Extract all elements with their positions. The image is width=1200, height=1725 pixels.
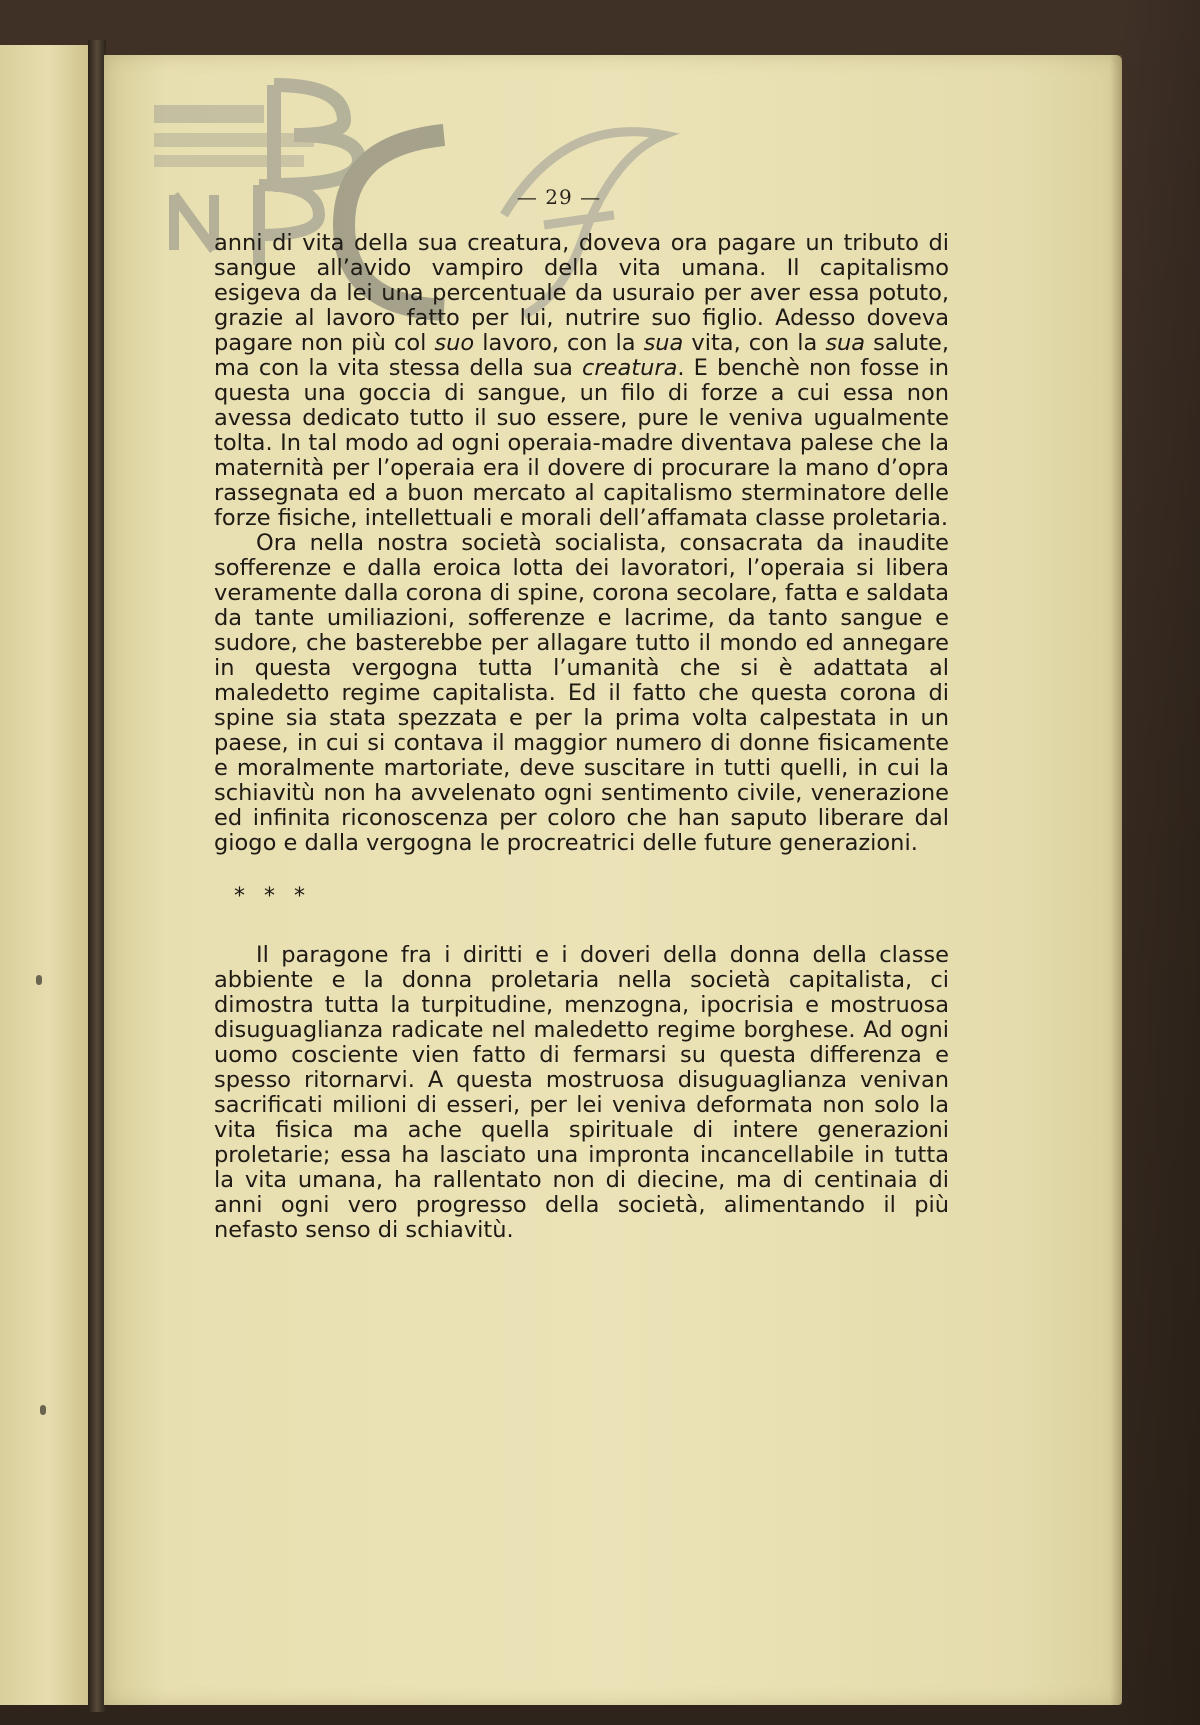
text-segment: . E benchè non fosse in questa una goccia di sangue, un filo di forze a cui essa non avessa dedicato tutto il suo essere, pure le veniva ugualmente tolta. In tal modo ad ogni operaia-madre diventava palese che la maternità per l’operaia era il dovere di procurare la mano d’opra rassegnata ed a buon mercato al capitalismo sterminatore delle forze fisiche, intellettuali e morali dell’affamata classe proletaria.	[214, 355, 949, 531]
paragraph-3	[214, 943, 949, 1243]
page-mark	[40, 1405, 46, 1415]
text-segment: anni di vita della sua creatura, doveva ora pagare un tributo di sangue all’avido vampiro della vita umana. Il capitalismo esigeva da lei una percentuale da usuraio per aver essa potuto, grazie al lavoro fatto per lui, nutrire suo figlio. Adesso doveva pagare non più col	[214, 230, 949, 356]
text-segment: Ora nella nostra società socialista, consacrata da inaudite sofferenze e dalla eroica lotta dei lavoratori, l’operaia si libera veramente dalla corona di spine, corona secolare, fatta e saldata da tante umiliazioni, sofferenze e lacrime, da tanto sangue e sudore, che basterebbe per allagare tutto il mondo ed annegare in questa vergogna tutta l’umanità che si è adattata al maledetto regime capitalista. Ed il fatto che questa corona di spine sia stata spezzata e per la prima volta calpestata in un paese, in cui si contava il maggior numero di donne fisicamente e moralmente martoriate, deve suscitare in tutti quelli, in cui la schiavitù non ha avvelenato ogni sentimento civile, venerazione ed infinita riconoscenza per coloro che han saputo liberare dal giogo e dalla vergogna le procreatrici delle future generazioni.	[214, 530, 949, 856]
text-segment: salute, ma con la vita stessa della sua	[214, 330, 949, 381]
text-segment: Il paragone fra i diritti e i doveri della donna della classe abbiente e la donna proletaria nella società capitalista, ci dimostra tutta la turpitudine, menzogna, ipocrisia e mostruosa disuguaglianza radicate nel maledetto regime borghese. Ad ogni uomo cosciente vien fatto di fermarsi su questa differenza e spesso ritornarvi. A questa mostruosa disuguaglianza venivan sacrificati milioni di esseri, per lei veniva deformata non solo la vita fisica ma ache quella spirituale di intere generazioni proletarie; essa ha lasciato una impronta incancellabile in tutta la vita umana, ha rallentato non di diecine, ma di centinaia di anni ogni vero progresso della società, alimentando il più nefasto senso di schiavitù.	[214, 942, 949, 1243]
right-shadow	[1120, 0, 1200, 1725]
left-page-edge	[0, 45, 90, 1705]
italic-text: sua	[825, 330, 866, 356]
italic-text: suo	[434, 330, 475, 356]
section-separator: * * *	[234, 884, 311, 909]
italic-text: sua	[643, 330, 684, 356]
page-mark	[36, 975, 42, 985]
text-segment: lavoro, con la	[474, 330, 644, 356]
italic-text: creatura	[582, 355, 678, 381]
page-body-text	[214, 231, 949, 1243]
page-number: — 29 —	[516, 185, 602, 209]
book-page	[104, 55, 1122, 1705]
paragraph-1	[214, 231, 949, 531]
text-segment: vita, con la	[683, 330, 826, 356]
paragraph-2	[214, 531, 949, 856]
